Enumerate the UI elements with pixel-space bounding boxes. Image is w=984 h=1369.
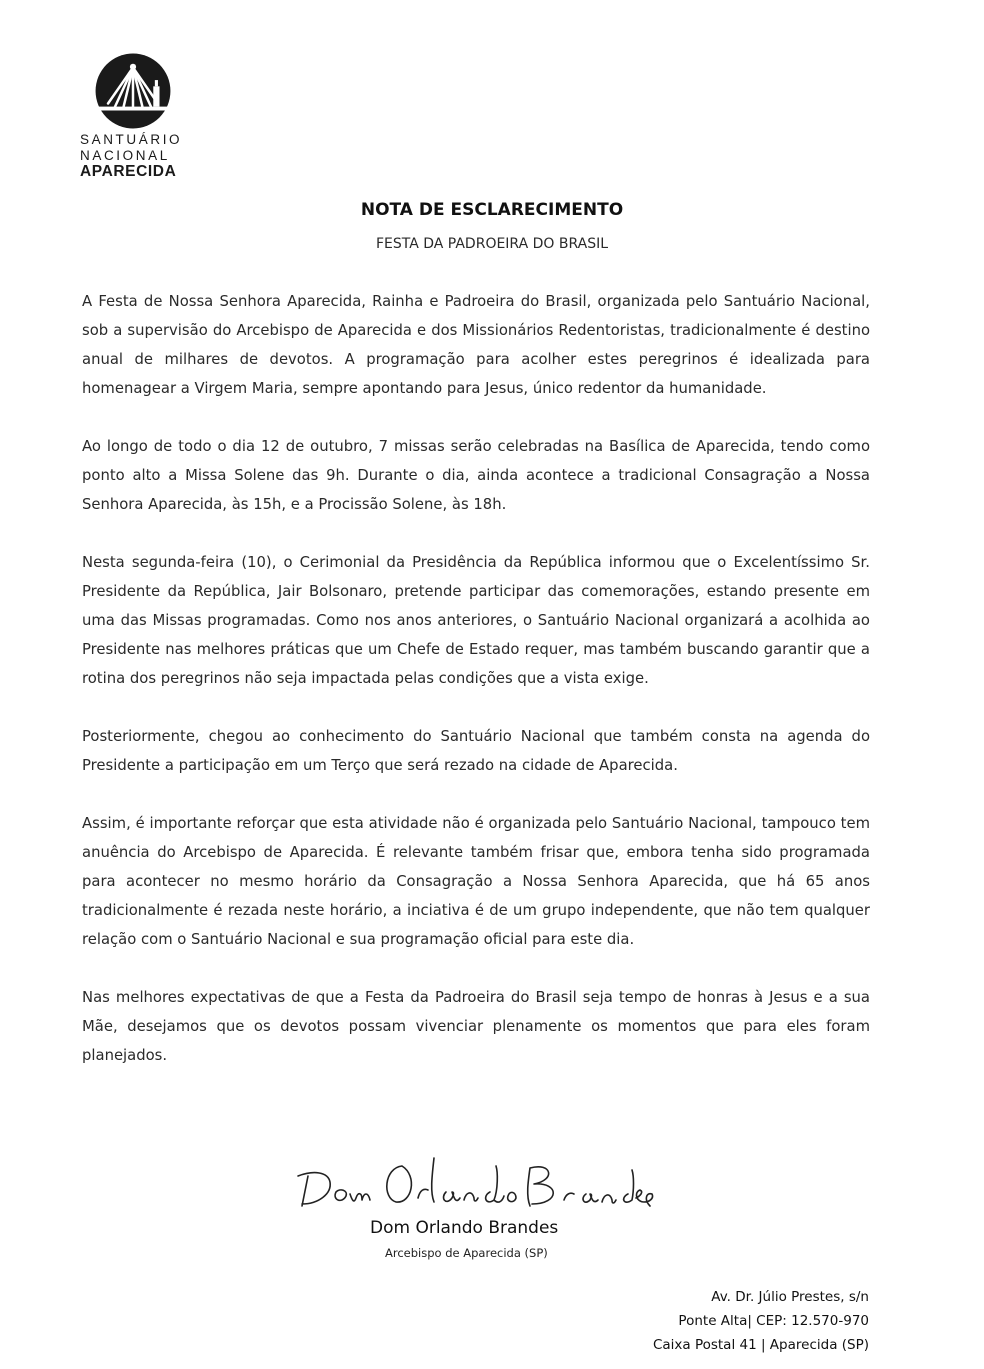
address-line-street: Av. Dr. Júlio Prestes, s/n bbox=[711, 1289, 869, 1305]
logo-line-santuario: SANTUÁRIO bbox=[80, 132, 183, 147]
logo-wordmark bbox=[80, 132, 190, 180]
document-body bbox=[82, 287, 870, 1070]
address-line-caixa-postal: Caixa Postal 41 | Aparecida (SP) bbox=[652, 1337, 869, 1353]
signer-role: Arcebispo de Aparecida (SP) bbox=[385, 1246, 548, 1260]
signature-drawing bbox=[284, 1148, 664, 1218]
paragraph-5: Assim, é importante reforçar que esta atividade não é organizada pelo Santuário Nacional, tampouco tem anuência do Arcebispo de Aparecida. É relevante também frisar que, embora tenha sido programada para acontecer no mesmo horário da Consagração a Nossa Senhora Aparecida, que há 65 anos tradicionalmente é rezada neste horário, a inciativa é de um grupo independente, que não tem qualquer relação com o Santuário Nacional e sua programação oficial para este dia. bbox=[82, 815, 870, 948]
paragraph-3: Nesta segunda-feira (10), o Cerimonial da Presidência da República informou que o Excelentíssimo Sr. Presidente da República, Jair Bolsonaro, pretende participar das comemorações, estando presente em uma das Missas programadas. Como nos anos anteriores, o Santuário Nacional organizará a acolhida ao Presidente nas melhores práticas que um Chefe de Estado requer, mas também buscando garantir que a rotina dos peregrinos não seja impactada pelas condições que a vista exige. bbox=[82, 554, 870, 687]
address-line-cep: Ponte Alta| CEP: 12.570-970 bbox=[678, 1313, 869, 1329]
logo-line-aparecida: APARECIDA bbox=[80, 163, 177, 180]
basilica-dome-icon bbox=[94, 52, 172, 130]
signer-name: Dom Orlando Brandes bbox=[370, 1218, 559, 1238]
document-title: NOTA DE ESCLARECIMENTO bbox=[360, 200, 624, 220]
paragraph-2: Ao longo de todo o dia 12 de outubro, 7 missas serão celebradas na Basílica de Aparecida, tendo como ponto alto a Missa Solene das 9h. Durante o dia, ainda acontece a tradicional Consagração a Nossa Senhora Aparecida, às 15h, e a Procissão Solene, às 18h. bbox=[82, 438, 870, 513]
paragraph-1: A Festa de Nossa Senhora Aparecida, Rainha e Padroeira do Brasil, organizada pelo Santuário Nacional, sob a supervisão do Arcebispo de Aparecida e dos Missionários Redentoristas, tradicionalmente é destino anual de milhares de devotos. A programação para acolher estes peregrinos é idealizada para homenagear a Virgem Maria, sempre apontando para Jesus, único redentor da humanidade. bbox=[82, 293, 870, 397]
document-subtitle: FESTA DA PADROEIRA DO BRASIL bbox=[375, 236, 609, 252]
paragraph-6: Nas melhores expectativas de que a Festa da Padroeira do Brasil seja tempo de honras à Jesus e a sua Mãe, desejamos que os devotos possam vivenciar plenamente os momentos que para eles foram planejados. bbox=[82, 989, 870, 1064]
paragraph-4: Posteriormente, chegou ao conhecimento do Santuário Nacional que também consta na agenda do Presidente a participação em um Terço que será rezado na cidade de Aparecida. bbox=[82, 728, 870, 774]
address-block bbox=[653, 1285, 869, 1357]
logo-line-nacional: NACIONAL bbox=[80, 148, 170, 163]
handwritten-signature bbox=[284, 1148, 664, 1218]
